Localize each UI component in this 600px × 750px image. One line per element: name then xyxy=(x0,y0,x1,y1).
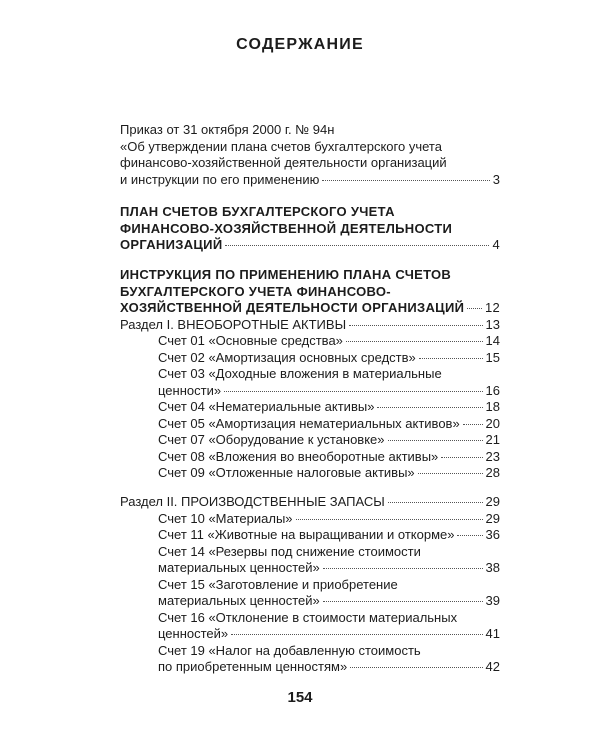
toc-line: Счет 08 «Вложения во внеоборотные активы» xyxy=(158,448,439,464)
toc-page-number: 23 xyxy=(485,448,500,464)
dot-leader xyxy=(346,341,483,342)
toc-line: Счет 11 «Животные на выращивании и откорме» xyxy=(158,527,455,542)
toc-line: Счет 03 «Доходные вложения в материальные xyxy=(158,366,442,381)
toc-entry-account-08[interactable] xyxy=(120,449,500,466)
toc-line: БУХГАЛТЕРСКОГО УЧЕТА ФИНАНСОВО- xyxy=(120,283,391,299)
toc-page-number: 15 xyxy=(485,349,500,365)
toc-line: финансово-хозяйственной деятельности организаций xyxy=(120,155,447,170)
toc-page-number: 41 xyxy=(485,626,500,641)
toc-line: ОРГАНИЗАЦИЙ xyxy=(120,237,223,252)
toc-line: Счет 04 «Нематериальные активы» xyxy=(158,399,375,414)
toc-section-1 xyxy=(120,317,500,482)
dot-leader xyxy=(441,457,482,458)
toc-page-number: 29 xyxy=(485,510,500,526)
toc-line: материальных ценностей» xyxy=(158,560,320,575)
toc-entry-account-19[interactable] xyxy=(120,659,500,676)
toc-entry-chart-of-accounts[interactable] xyxy=(120,204,500,254)
toc-page-number: 12 xyxy=(484,300,500,315)
toc-line: Счет 14 «Резервы под снижение стоимости xyxy=(158,543,421,559)
dot-leader xyxy=(225,245,489,246)
toc-line: Раздел II. ПРОИЗВОДСТВЕННЫЕ ЗАПАСЫ xyxy=(120,494,385,509)
toc-entry-account-14[interactable] xyxy=(120,560,500,577)
toc-page-number: 29 xyxy=(485,494,500,509)
dot-leader xyxy=(231,634,482,635)
toc-page-number: 21 xyxy=(485,432,500,447)
toc-line: Счет 19 «Налог на добавленную стоимость xyxy=(158,642,421,658)
dot-leader xyxy=(350,667,482,668)
dot-leader xyxy=(377,407,482,408)
toc-line: Раздел I. ВНЕОБОРОТНЫЕ АКТИВЫ xyxy=(120,316,347,332)
toc-section-2 xyxy=(120,494,500,676)
toc-page-number: 42 xyxy=(485,659,500,674)
toc-entry-instruction[interactable] xyxy=(120,267,500,317)
toc-line: ХОЗЯЙСТВЕННОЙ ДЕЯТЕЛЬНОСТИ ОРГАНИЗАЦИЙ xyxy=(120,300,465,315)
toc-line: Счет 10 «Материалы» xyxy=(158,510,293,526)
dot-leader xyxy=(467,308,482,309)
dot-leader xyxy=(224,391,482,392)
toc-page-number: 13 xyxy=(485,316,500,332)
toc-entry-account-16[interactable] xyxy=(120,626,500,643)
toc-entry-account-15[interactable] xyxy=(120,593,500,610)
toc-line: Счет 02 «Амортизация основных средств» xyxy=(158,349,416,365)
page-number: 154 xyxy=(287,689,313,706)
toc-entry-account-02[interactable] xyxy=(120,350,500,367)
toc-page-number: 36 xyxy=(485,527,500,542)
page-title: СОДЕРЖАНИЕ xyxy=(236,36,364,53)
toc-entry-account-10[interactable] xyxy=(120,511,500,528)
toc-entry-account-03[interactable] xyxy=(120,383,500,400)
toc-line: Счет 16 «Отклонение в стоимости материальных xyxy=(158,609,458,625)
toc-line: ФИНАНСОВО-ХОЗЯЙСТВЕННОЙ ДЕЯТЕЛЬНОСТИ xyxy=(120,220,453,236)
toc-line: Счет 15 «Заготовление и приобретение xyxy=(158,576,398,592)
dot-leader xyxy=(419,358,483,359)
toc-entry-account-04[interactable] xyxy=(120,399,500,416)
toc-entry-account-09[interactable] xyxy=(120,465,500,482)
toc-entry-order[interactable] xyxy=(120,122,500,188)
dot-leader xyxy=(296,519,483,520)
dot-leader xyxy=(418,473,483,474)
toc-line: «Об утверждении плана счетов бухгалтерского учета xyxy=(120,138,442,154)
toc-entry-account-05[interactable] xyxy=(120,416,500,433)
dot-leader xyxy=(323,601,483,602)
dot-leader xyxy=(323,568,483,569)
dot-leader xyxy=(349,325,482,326)
toc-line: по приобретенным ценностям» xyxy=(158,659,348,674)
toc-page-number: 4 xyxy=(492,237,500,252)
toc-entry-account-07[interactable] xyxy=(120,432,500,449)
toc-line: ценности» xyxy=(158,382,222,398)
toc-page-number: 18 xyxy=(485,399,500,414)
toc-page-number: 3 xyxy=(492,171,500,187)
toc-line: материальных ценностей» xyxy=(158,593,320,608)
toc-entry-section-1[interactable] xyxy=(120,317,500,334)
toc-page-number: 39 xyxy=(485,593,500,608)
toc-line: Счет 05 «Амортизация нематериальных активов» xyxy=(158,415,460,431)
dot-leader xyxy=(388,502,483,503)
toc-line: ИНСТРУКЦИЯ ПО ПРИМЕНЕНИЮ ПЛАНА СЧЕТОВ xyxy=(120,267,452,282)
toc-page-number: 14 xyxy=(485,333,500,348)
toc-entry-section-2[interactable] xyxy=(120,494,500,511)
toc-entry-account-11[interactable] xyxy=(120,527,500,544)
dot-leader xyxy=(388,440,483,441)
toc-line: Приказ от 31 октября 2000 г. № 94н xyxy=(120,122,335,137)
toc-line: Счет 07 «Оборудование к установке» xyxy=(158,432,385,447)
toc-line: ценностей» xyxy=(158,626,229,641)
toc-line: Счет 09 «Отложенные налоговые активы» xyxy=(158,465,415,480)
toc-line: и инструкции по его применению xyxy=(120,171,320,187)
toc-page-number: 20 xyxy=(485,415,500,431)
toc-page-number: 38 xyxy=(485,560,500,575)
dot-leader xyxy=(322,180,489,181)
toc-entry-account-01[interactable] xyxy=(120,333,500,350)
dot-leader xyxy=(457,535,482,536)
toc-page-number: 28 xyxy=(485,465,500,480)
toc-line: Счет 01 «Основные средства» xyxy=(158,333,343,348)
dot-leader xyxy=(463,424,483,425)
toc-page-number: 16 xyxy=(485,382,500,398)
toc-line: ПЛАН СЧЕТОВ БУХГАЛТЕРСКОГО УЧЕТА xyxy=(120,204,395,219)
